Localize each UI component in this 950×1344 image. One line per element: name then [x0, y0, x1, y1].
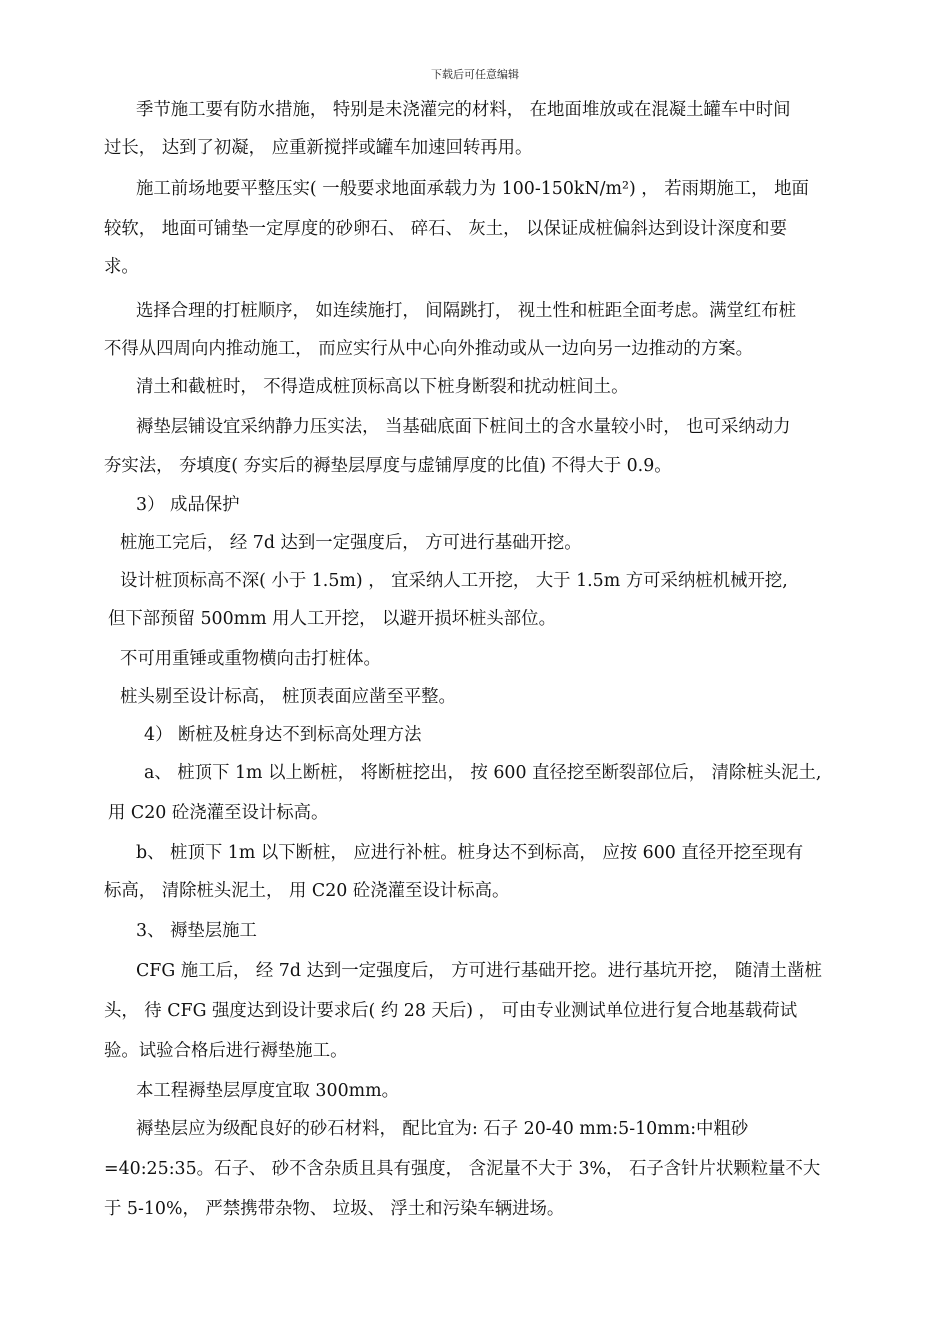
text-line: =40:25:35。石子、 砂不含杂质且具有强度， 含泥量不大于 3%， 石子含针片状颗粒量不大: [104, 1159, 821, 1179]
text-line: 较软， 地面可铺垫一定厚度的砂卵石、 碎石、 灰土， 以保证成桩偏斜达到设计深度和要: [104, 219, 787, 239]
text-line: a、 桩顶下 1m 以上断桩， 将断桩挖出， 按 600 直径挖至断裂部位后， 清除桩头泥土,: [144, 763, 822, 783]
text-line: 褥垫层铺设宜采纳静力压实法， 当基础底面下桩间土的含水量较小时， 也可采纳动力: [136, 417, 791, 437]
section-heading: 4） 断桩及桩身达不到标高处理方法: [144, 725, 422, 745]
text-line: 过长， 达到了初凝， 应重新搅拌或罐车加速回转再用。: [104, 138, 533, 158]
text-line: 不得从四周向内推动施工， 而应实行从中心向外推动或从一边向另一边推动的方案。: [104, 339, 753, 359]
text-line: 标高， 清除桩头泥土， 用 C20 砼浇灌至设计标高。: [104, 881, 510, 901]
text-line: b、 桩顶下 1m 以下断桩， 应进行补桩。桩身达不到标高， 应按 600 直径开挖至现有: [136, 843, 804, 863]
text-line: CFG 施工后， 经 7d 达到一定强度后， 方可进行基础开挖。进行基坑开挖， 随清土凿桩: [136, 961, 822, 981]
text-line: 选择合理的打桩顺序， 如连续施打， 间隔跳打， 视土性和桩距全面考虑。满堂红布桩: [136, 301, 797, 321]
text-line: 用 C20 砼浇灌至设计标高。: [108, 803, 329, 823]
text-line: 桩施工完后， 经 7d 达到一定强度后， 方可进行基础开挖。: [120, 533, 582, 553]
text-line: 施工前场地要平整压实( 一般要求地面承载力为 100-150kN/m²) ， 若雨期施工， 地面: [136, 179, 809, 199]
text-line: 本工程褥垫层厚度宜取 300mm。: [136, 1081, 400, 1101]
page-header: 下载后可任意编辑: [431, 68, 519, 81]
text-line: 褥垫层应为级配良好的砂石材料， 配比宜为: 石子 20-40 mm:5-10mm:中粗砂: [136, 1119, 749, 1139]
text-line: 验。试验合格后进行褥垫施工。: [104, 1041, 348, 1061]
section-heading: 3、 褥垫层施工: [136, 921, 257, 941]
text-line: 清土和截桩时， 不得造成桩顶标高以下桩身断裂和扰动桩间土。: [136, 377, 629, 397]
text-line: 季节施工要有防水措施， 特别是未浇灌完的材料， 在地面堆放或在混凝土罐车中时间: [136, 100, 791, 120]
text-line: 头， 待 CFG 强度达到设计要求后( 约 28 天后) ， 可由专业测试单位进行复合地基载荷试: [104, 1001, 798, 1021]
section-heading: 3） 成品保护: [136, 495, 240, 515]
text-line: 桩头剔至设计标高， 桩顶表面应凿至平整。: [120, 687, 456, 707]
text-line: 但下部预留 500mm 用人工开挖， 以避开损坏桩头部位。: [108, 609, 556, 629]
text-line: 求。: [104, 257, 139, 277]
text-line: 不可用重锤或重物横向击打桩体。: [120, 649, 381, 669]
text-line: 夯实法， 夯填度( 夯实后的褥垫层厚度与虚铺厚度的比值) 不得大于 0.9。: [104, 456, 672, 476]
text-line: 于 5-10%， 严禁携带杂物、 垃圾、 浮土和污染车辆进场。: [104, 1199, 565, 1219]
text-line: 设计桩顶标高不深( 小于 1.5m) ， 宜采纳人工开挖， 大于 1.5m 方可采纳桩机械开挖,: [120, 571, 788, 591]
